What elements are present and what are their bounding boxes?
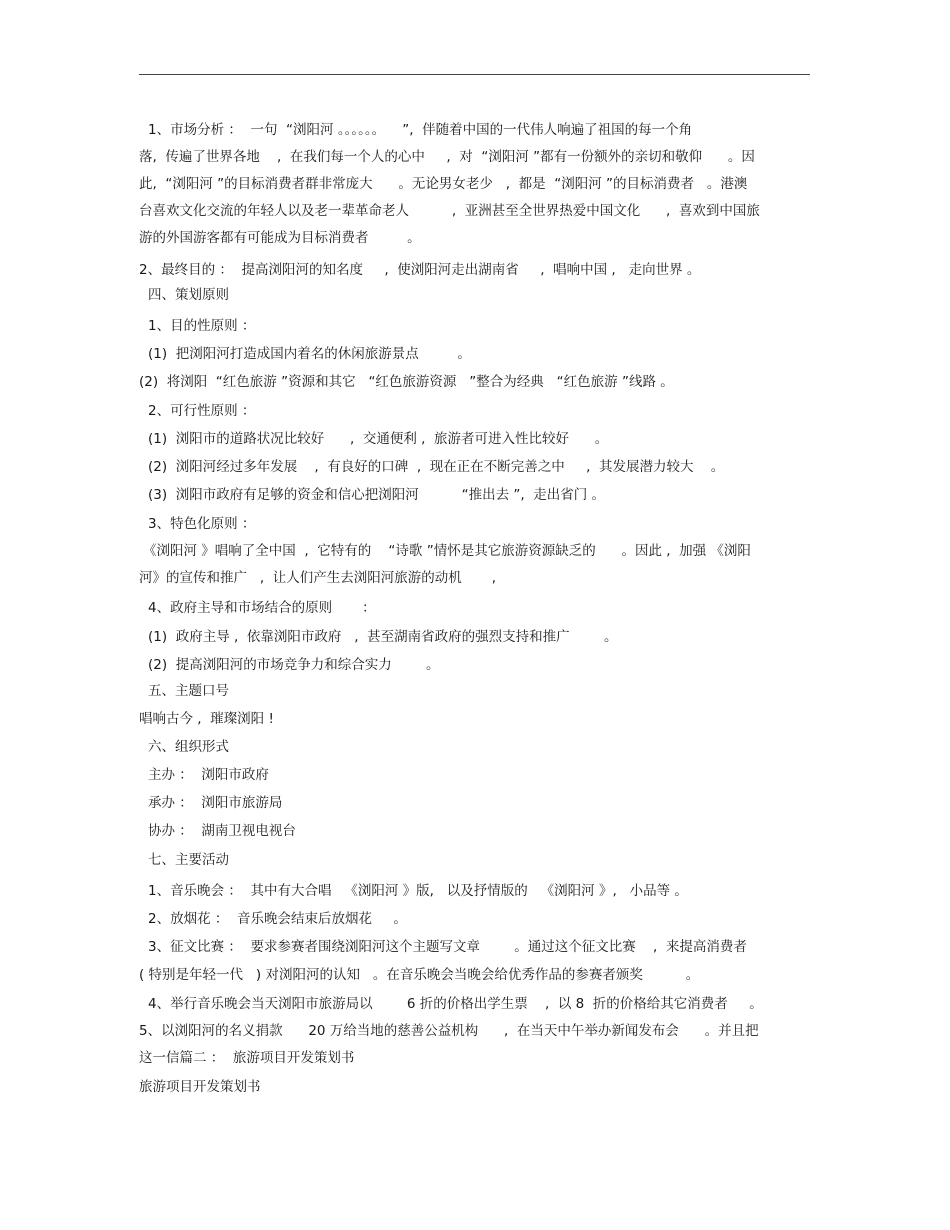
text-line: 4、举行音乐晚会当天浏阳市旅游局以 6 折的价格出学生票 , 以 8 折的价格给其它消费者 。 [148, 996, 763, 1012]
text-line: 2、放烟花 ： 音乐晚会结束后放烟花 。 [148, 911, 407, 927]
text-line: (2) 将浏阳 “红色旅游 ”资源和其它 “红色旅游资源 ”整合为经典 “红色旅游 ”线路 。 [139, 374, 674, 390]
header-rule [139, 74, 810, 75]
text-line: 主办 ： 浏阳市政府 [148, 767, 269, 783]
section-heading: 五、主题口号 [148, 683, 229, 699]
text-line: 《浏阳河 》唱响了全中国 , 它特有的 “诗歌 ”情怀是其它旅游资源缺乏的 。因此 , 加强 《浏阳 [143, 543, 751, 559]
text-line: 3、特色化原则 ： [148, 516, 256, 532]
text-line: (1) 政府主导 , 依靠浏阳市政府 , 甚至湖南省政府的强烈支持和推广 。 [148, 629, 618, 645]
text-line: 游的外国游客都有可能成为目标消费者 。 [139, 230, 421, 246]
text-line: 台喜欢文化交流的年轻人以及老一辈革命老人 , 亚洲甚至全世界热爱中国文化 , 喜欢到中国旅 [139, 203, 760, 219]
text-line: 4、政府主导和市场结合的原则 ： [148, 600, 376, 616]
text-line: ( 特别是年轻一代 ) 对浏阳河的认知 。在音乐晚会当晚会给优秀作品的参赛者颁奖 。 [139, 967, 700, 983]
text-line: 落, 传遍了世界各地 , 在我们每一个人的心中 , 对 “浏阳河 ”都有一份额外的亲切和敬仰 。因 [139, 149, 755, 165]
text-line: (1) 浏阳市的道路状况比较好 , 交通便利 , 旅游者可进入性比较好 。 [148, 431, 609, 447]
text-line: 协办 ： 湖南卫视电视台 [148, 823, 296, 839]
text-line: 1、音乐晚会 ： 其中有大合唱 《浏阳河 》版, 以及抒情版的 《浏阳河 》, 小品等 。 [148, 883, 688, 899]
text-line: 旅游项目开发策划书 [139, 1079, 261, 1095]
text-line: 2、可行性原则 ： [148, 403, 256, 419]
text-line: 此, “浏阳河 ”的目标消费者群非常庞大 。无论男女老少 , 都是 “浏阳河 ”的目标消费者 。港澳 [139, 176, 748, 192]
section-heading: 四、策划原则 [148, 287, 229, 303]
text-line: 3、征文比赛 ： 要求参赛者围绕浏阳河这个主题写文章 。通过这个征文比赛 , 来提高消费者 [148, 939, 747, 955]
text-line: 2、最终目的 ： 提高浏阳河的知名度 , 使浏阳河走出湖南省 , 唱响中国 , 走向世界 。 [139, 262, 701, 278]
text-line: 1、目的性原则 ： [148, 318, 256, 334]
text-line: 承办 ： 浏阳市旅游局 [148, 795, 283, 811]
section-heading: 六、组织形式 [148, 739, 229, 755]
text-line: (1) 把浏阳河打造成国内着名的休闲旅游景点 。 [148, 346, 471, 362]
text-line: 5、以浏阳河的名义捐款 20 万给当地的慈善公益机构 , 在当天中午举办新闻发布会 。并且把 [139, 1023, 759, 1039]
text-line: (3) 浏阳市政府有足够的资金和信心把浏阳河 “推出去 ”, 走出省门 。 [148, 487, 606, 503]
slogan: 唱响古今 , 璀璨浏阳 ! [139, 711, 274, 727]
section-heading: 七、主要活动 [148, 852, 229, 868]
text-line: 河》的宣传和推广 , 让人们产生去浏阳河旅游的动机 , [139, 570, 497, 586]
text-line: 1、市场分析 ： 一句 “浏阳河 。。。。。。 ”, 伴随着中国的一代伟人响遍了祖国的每一个角 [148, 122, 693, 138]
text-line: (2) 浏阳河经过多年发展 , 有良好的口碑 , 现在正在不断完善之中 , 其发展潜力较大 。 [148, 459, 725, 475]
text-line: (2) 提高浏阳河的市场竞争力和综合实力 。 [148, 657, 440, 673]
text-line: 这一信篇二 ： 旅游项目开发策划书 [139, 1050, 355, 1066]
